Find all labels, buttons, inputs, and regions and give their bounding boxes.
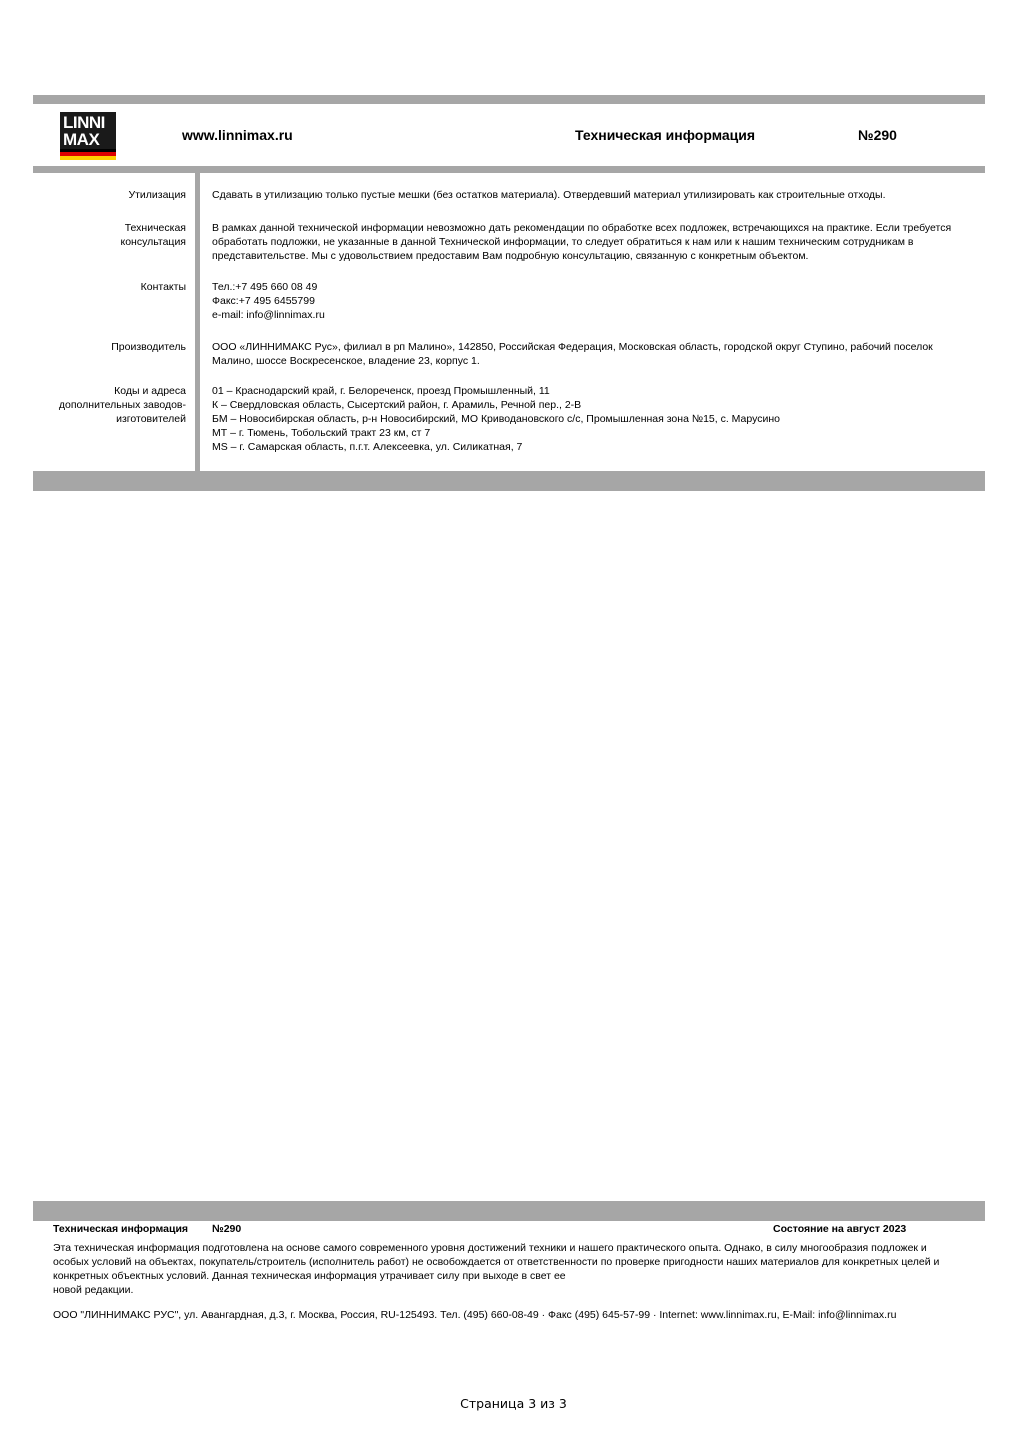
section-text-contacts [212, 280, 972, 322]
section-text-manufacturer: ООО «ЛИННИМАКС Рус», филиал в рп Малино», 142850, Российская Федерация, Московская область, городской округ Ступино, рабочий поселок Малино, шоссе Воскресенское, владение 23, корпус 1. [212, 341, 933, 367]
section-text-disposal: Сдавать в утилизацию только пустые мешки (без остатков материала). Отвердевший материал утилизировать как строительные отходы. [212, 189, 886, 201]
fax-text: Факс:+7 495 6455799 [212, 295, 315, 307]
column-divider [195, 173, 200, 471]
section-label-consultation: Техническая консультация [120, 222, 186, 248]
header-bottom-bar [33, 166, 985, 173]
phone-text: Тел.:+7 495 660 08 49 [212, 281, 318, 293]
email-link[interactable]: e-mail: info@linnimax.ru [212, 309, 325, 321]
section-label-disposal: Утилизация [128, 189, 186, 201]
document-number: №290 [858, 127, 897, 143]
page-number: Страница 3 из 3 [460, 1396, 567, 1411]
content-end-bar [33, 471, 985, 491]
section-text-consultation: В рамках данной технической информации невозможно дать рекомендации по обработке всех подложек, встречающихся на практике. Если требуется обработать подложки, не указанные в данной Технической информации, то следует обратиться к нам или к нашим техническим сотрудникам в представительстве. Мы с удовольствием предоставим Вам подробную консультацию, связанную с конкретным объектом. [212, 222, 952, 262]
website-link[interactable]: www.linnimax.ru [182, 127, 293, 143]
footer-status: Состояние на август 2023 [773, 1223, 907, 1235]
section-label-manufacturer: Производитель [111, 341, 186, 353]
page-title: Техническая информация [575, 127, 756, 143]
logo-line2: MAX [63, 130, 100, 149]
footer-disclaimer: Эта техническая информация подготовлена на основе самого современного уровня достижений техники и нашего практического опыта. Однако, в силу многообразия подложек и особых условий на объектах, покупатель/строитель (исполнитель работ) не освобождается от ответственности по проверке пригодности наших материалов для конкретных целей и конкретных объектных условий. Данная техническая информация утрачивает силу при выходе в свет ее новой редакции. [53, 1242, 940, 1296]
logo-line1: LINNI [63, 113, 105, 132]
footer-address: ООО "ЛИННИМАКС РУС", ул. Авангардная, д.3, г. Москва, Россия, RU-125493. Тел. (495) 660-08-49 · Факс (495) 645-57-99 · Internet: www.linnimax.ru, E-Mail: info@linnimax.ru [53, 1309, 897, 1321]
section-text-plant-codes: 01 – Краснодарский край, г. Белореченск, проезд Промышленный, 11 К – Свердловская область, Сысертский район, г. Арамиль, Речной пер., 2-В БМ – Новосибирская область, р-н Новосибирский, МО Криводановского с/с, Промышленная зона №15, с. Марусино МТ – г. Тюмень, Тобольский тракт 23 км, ст 7 MS – г. Самарская область, п.г.т. Алексеевка, ул. Силикатная, 7 [212, 385, 780, 453]
header-top-bar [33, 95, 985, 104]
linnimax-logo [60, 112, 116, 160]
section-label-contacts: Контакты [140, 281, 186, 293]
footer-title: Техническая информация [53, 1223, 189, 1235]
section-label-plant-codes: Коды и адреса дополнительных заводов- изготовителей [58, 385, 186, 425]
footer-number: №290 [212, 1223, 242, 1235]
german-flag-stripes [60, 149, 116, 160]
footer-bar [33, 1201, 985, 1221]
